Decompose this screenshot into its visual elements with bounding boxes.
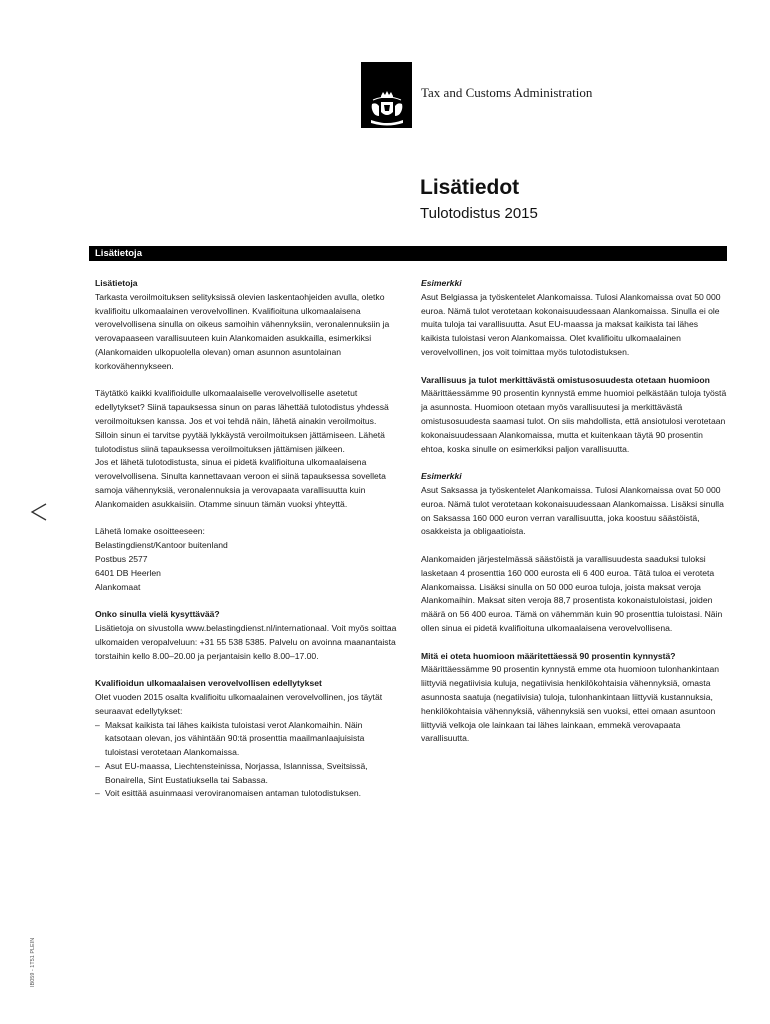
- paragraph: Määrittäessämme 90 prosentin kynnystä emme huomioi pelkästään tuloja työstä ja asunnosta. Huomioon otetaan myös varallisuutesi ja merkittävästä omistusosuudesta saamasi tulot. On siis mahdollista, että ansiotulosi verotetaan kokonaisuudessaan Alankomaissa, mutta et kuitenkaan täytä 90 prosentin ehtoa, koska sinulle on esimerkiksi paljon varallisuutta.: [421, 388, 727, 454]
- paragraph: Tarkasta veroilmoituksen selityksissä olevien laskentaohjeiden avulla, oletko kvalifioitu ulkomaalainen verovelvollinen. Kvalifioituna ulkomaalaisena verovelvollisena sinulla on oikeus samoihin vähennyksiin, veronalennuksiin ja verovapaaseen varallisuuteen kuin Alankomaiden asukkailla, esimerkiksi (Alankomaiden ulkopuolella olevan) oman asunnon asuntolainan korkovähennykseen.: [95, 291, 390, 371]
- list-item: – Maksat kaikista tai lähes kaikista tuloistasi verot Alankomaihin. Näin katsotaan olevan, jos vähintään 90:tä prosenttia maailmanlaajuisista tuloistasi verotetaan Alankomaissa.: [95, 719, 365, 758]
- page-subtitle: Tulotodistus 2015: [420, 205, 538, 222]
- heading-lisatietoja: Lisätietoja: [95, 278, 138, 288]
- address-line: 6401 DB Heerlen: [95, 567, 161, 578]
- conditions-list: [95, 719, 400, 802]
- address-line: Alankomaat: [95, 581, 141, 592]
- send-intro: Lähetä lomake osoitteeseen:: [95, 526, 205, 537]
- heading-questions: Onko sinulla vielä kysyttävää?: [95, 609, 220, 620]
- paragraph: Asut Saksassa ja työskentelet Alankomaissa. Tulosi Alankomaissa ovat 50 000 euroa. Nämä tulot verotetaan kokonaisuudessaan Alankomaissa. Lisäksi sinulla on Saksassa 160 000 euron verran varallisuutta, joka koostuu säästöistä, osakkeista ja obligaatioista.: [421, 484, 724, 537]
- address-line: Postbus 2577: [95, 553, 148, 564]
- section-header-bar: Lisätietoja: [89, 246, 727, 261]
- address-line: Belastingdienst/Kantoor buitenland: [95, 540, 228, 551]
- heading-threshold: Mitä ei oteta huomioon määritettäessä 90 prosentin kynnystä?: [421, 650, 676, 661]
- coat-of-arms-logo: [361, 62, 412, 128]
- heading-wealth: Varallisuus ja tulot merkittävästä omistusosuudesta otetaan huomioon: [421, 374, 710, 385]
- right-column: [421, 277, 727, 746]
- paragraph: Alankomaiden järjestelmässä säästöistä ja varallisuudesta saaduksi tuloksi lasketaan 4 prosenttia 160 000 eurosta eli 6 400 euroa. Tätä tuloa ei veroteta Alankomaissa. Lisäksi sinulla on 50 000 euroa tuloja, joista maksat veroja Alankomaihin. Maksat siten veroja 88,7 prosentista kokonaistuloistasi, joiden määrä on 56 400 euroa. Tämä on vähemmän kuin 90 prosenttia tuloistasi. Näin ollen sinua ei pidetä kvalifioituna ulkomaalaisena verovelvollisena.: [421, 553, 723, 633]
- left-column: [95, 277, 400, 801]
- paragraph: Lisätietoja on sivustolla www.belastingdienst.nl/internationaal. Voit myös soittaa ulkomaiden veropalveluun: +31 55 538 5385. Palvelu on avoinna maanantaista torstaihin kello 8.00–20.00 ja perjantaisin kello 8.00–17.00.: [95, 622, 397, 661]
- paragraph: Määrittäessämme 90 prosentin kynnystä emme ota huomioon tulonhankintaan liittyviä negatiivisia kuluja, negatiivisia henkilökohtaisia vähennyksiä, omasta asunnosta saatuja (negatiivisia) tuloja, tulonhankintaan liittyviä kustannuksia, henkilökohtaisia vähennyksiä, vähennyksiä sen vuoksi, ettei omaan asuntoon liittyviä velkoja ole lainkaan tai lähes lainkaan, emmekä verovapaata varallisuutta.: [421, 664, 720, 744]
- paragraph: Asut Belgiassa ja työskentelet Alankomaissa. Tulosi Alankomaissa ovat 50 000 euroa. Nämä tulot verotetaan kokonaisuudessaan Alankomaissa. Sinulla ei ole muita tuloja tai varallisuutta. Asut EU-maassa ja maksat kaikista tai lähes kaikista tuloistasi veron Alankomaissa. Olet kvalifioitu ulkomaalainen verovelvollinen, jos voit toimittaa myös tulotodistuksen.: [421, 291, 721, 357]
- chevron-left-icon[interactable]: [28, 500, 50, 524]
- list-item: – Voit esittää asuinmaasi veroviranomaisen antaman tulotodistuksen.: [95, 788, 362, 799]
- paragraph: Täytätkö kaikki kvalifioidulle ulkomaalaiselle verovelvolliselle asetetut edellytykset? Siinä tapauksessa sinun on paras lähettää tulotodistus yhdessä veroilmoituksen kanssa. Jos et voi tehdä näin, lähetä ainakin veroilmoitus. Silloin sinun ei tarvitse pyytää lykkäystä veroilmoituksen jättämiseen. Lähetä tulotodistus siinä tapauksessa veroilmoituksen jättämisen jälkeen.: [95, 388, 389, 454]
- paragraph: Olet vuoden 2015 osalta kvalifioitu ulkomaalainen verovelvollinen, jos täytät seuraavat edellytykset:: [95, 691, 383, 716]
- paragraph: Jos et lähetä tulotodistusta, sinua ei pidetä kvalifioituna ulkomaalaisena verovelvollisena. Sinulta kannettavaan veroon ei siinä tapauksessa sovelleta samoja vähennyksiä, veronalennuksia ja verovapaata varallisuutta kuin Alankomaiden asukkaisiin. Otamme sinuun tämän vuoksi yhteyttä.: [95, 457, 386, 509]
- agency-name: Tax and Customs Administration: [421, 85, 593, 100]
- example-label: Esimerkki: [421, 471, 462, 482]
- form-code: IB059 - 1T51 PLEIN: [30, 937, 36, 987]
- list-item: – Asut EU-maassa, Liechtensteinissa, Norjassa, Islannissa, Sveitsissä, Bonairella, Sint Eustatiuksella tai Sabassa.: [95, 760, 368, 785]
- heading-conditions: Kvalifioidun ulkomaalaisen verovelvollisen edellytykset: [95, 678, 322, 689]
- page-title: Lisätiedot: [420, 176, 520, 199]
- crown-lion-coat-of-arms-icon: [367, 90, 407, 128]
- example-label: Esimerkki: [421, 278, 462, 288]
